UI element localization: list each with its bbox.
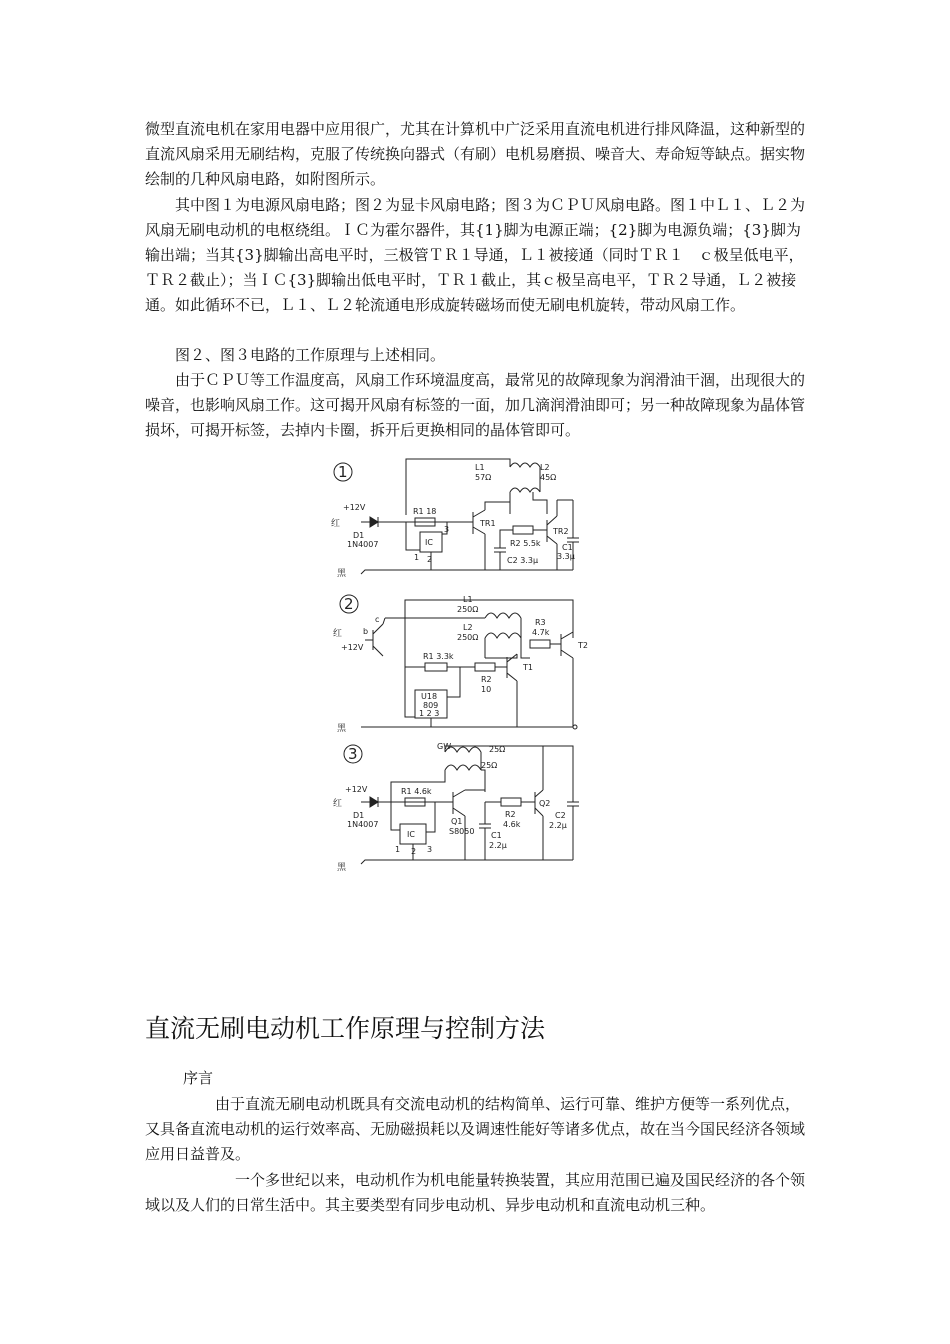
label-d1: D1: [353, 531, 365, 540]
label-red: 红: [333, 799, 343, 809]
label-gw: GW: [437, 742, 452, 751]
label-c1: C1: [491, 831, 502, 840]
circuit-1-number: 1: [338, 463, 348, 481]
label-u18: U18: [421, 692, 438, 701]
label-l1: L1: [475, 463, 485, 472]
circuit-figure: [325, 452, 605, 880]
label-c1-value: 3.3μ: [557, 552, 575, 561]
label-r2: R2 5.5k: [510, 539, 541, 548]
circuit-3-number: 3: [348, 745, 358, 763]
label-red: 红: [333, 629, 343, 639]
label-black: 黑: [337, 724, 347, 734]
section-subtitle: 序言: [183, 1069, 214, 1087]
label-tr2: TR2: [553, 527, 569, 536]
label-black: 黑: [337, 863, 347, 873]
paragraph-circuit-description: 其中图１为电源风扇电路；图２为显卡风扇电路；图３为ＣＰＵ风扇电路。图１中Ｌ１、Ｌ２为风扇无刷电动机的电枢绕组。ＩＣ为霍尔器件，其{1}脚为电源正端；{2}脚为电源负端；{3}脚为输出端；当其{3}脚输出高电平时，三极管ＴＲ１导通，Ｌ１被接通（同时ＴＲ１ ｃ极呈低电平，ＴＲ２截止）；当ＩＣ{3}脚输出低电平时，ＴＲ１截止，其ｃ极呈高电平，ＴＲ２导通，Ｌ２被接通。如此循环不已，Ｌ１、Ｌ２轮流通电形成旋转磁场而使无刷电机旋转，带动风扇工作。: [145, 196, 806, 314]
label-c: c: [375, 615, 380, 624]
label-r2: R2: [481, 675, 492, 684]
section-title: 直流无刷电动机工作原理与控制方法: [145, 1014, 546, 1043]
label-pin2: 2: [427, 555, 433, 564]
label-pin1: 1: [414, 553, 420, 562]
label-d1: D1: [353, 811, 365, 820]
label-red: 红: [331, 519, 341, 529]
circuit-3: [333, 742, 579, 873]
label-q2: Q2: [539, 799, 551, 808]
label-coil-a: 25Ω: [489, 745, 506, 754]
label-pin1: 1: [395, 845, 401, 854]
label-c2: C2: [555, 811, 566, 820]
label-pin3: 3: [444, 525, 450, 534]
label-r2-value: 10: [481, 685, 492, 694]
label-plus-12v: +12V: [341, 643, 364, 652]
paragraph-intro: 微型直流电机在家用电器中应用很广，尤其在计算机中广泛采用直流电机进行排风降温，这种新型的直流风扇采用无刷结构，克服了传统换向器式（有刷）电机易磨损、噪音大、寿命短等缺点。据实物绘制的几种风扇电路，如附图所示。: [145, 120, 806, 188]
label-l1-value: 57Ω: [475, 473, 492, 482]
label-tr1: TR1: [480, 519, 496, 528]
label-t2: T2: [578, 641, 588, 650]
label-pin3: 3: [427, 845, 433, 854]
paragraph-faults: 由于ＣＰＵ等工作温度高，风扇工作环境温度高，最常见的故障现象为润滑油干涸，出现很大的噪音，也影响风扇工作。这可揭开风扇有标签的一面，加几滴润滑油即可；另一种故障现象为晶体管损坏，可揭开标签，去掉内卡圈，拆开后更换相同的晶体管即可。: [145, 371, 806, 439]
label-c2: C2 3.3μ: [507, 556, 539, 565]
label-d1-part: 1N4007: [347, 540, 379, 549]
label-c1-value: 2.2μ: [489, 841, 507, 850]
label-plus-12v: +12V: [345, 785, 368, 794]
circuit-2: [333, 595, 588, 734]
section-paragraph-1: 由于直流无刷电动机既具有交流电动机的结构简单、运行可靠、维护方便等一系列优点，又具备直流电动机的运行效率高、无励磁损耗以及调速性能好等诸多优点，故在当今国民经济各领域应用日益普及。: [145, 1095, 806, 1163]
label-r2-value: 4.6k: [503, 820, 521, 829]
label-r3-value: 4.7k: [532, 628, 550, 637]
label-ic: IC: [407, 830, 415, 839]
label-r3: R3: [535, 618, 546, 627]
label-pins: 1 2 3: [419, 709, 440, 718]
label-d1-part: 1N4007: [347, 820, 379, 829]
circuit-1: [331, 459, 579, 579]
label-u18-value: 809: [423, 701, 439, 710]
label-r1: R1 18: [413, 507, 437, 516]
section-paragraph-2: 一个多世纪以来，电动机作为机电能量转换装置，其应用范围已遍及国民经济的各个领域以及人们的日常生活中。其主要类型有同步电动机、异步电动机和直流电动机三种。: [145, 1171, 806, 1214]
label-pin2: 2: [411, 847, 417, 856]
label-black: 黑: [337, 569, 347, 579]
label-ic: IC: [425, 538, 433, 547]
label-l2: L2: [463, 623, 473, 632]
label-b: b: [363, 627, 369, 636]
circuit-2-number: 2: [344, 595, 354, 613]
label-c2-value: 2.2μ: [549, 821, 567, 830]
label-coil-b: 25Ω: [481, 761, 498, 770]
label-plus-12v: +12V: [343, 503, 366, 512]
label-r1: R1 3.3k: [423, 652, 454, 661]
label-l2: L2: [540, 463, 550, 472]
circuit-diagram: [325, 452, 605, 880]
label-r1: R1 4.6k: [401, 787, 432, 796]
label-t1: T1: [523, 663, 533, 672]
label-q1-part: S8050: [449, 827, 475, 836]
label-q1: Q1: [451, 817, 463, 826]
paragraph-same-principle: 图２、图３电路的工作原理与上述相同。: [175, 346, 446, 364]
label-l1-value: 250Ω: [457, 605, 479, 614]
label-r2: R2: [505, 810, 516, 819]
label-l1: L1: [463, 595, 473, 604]
label-l2-value: 45Ω: [540, 473, 557, 482]
label-l2-value: 250Ω: [457, 633, 479, 642]
label-c1: C1: [562, 543, 573, 552]
